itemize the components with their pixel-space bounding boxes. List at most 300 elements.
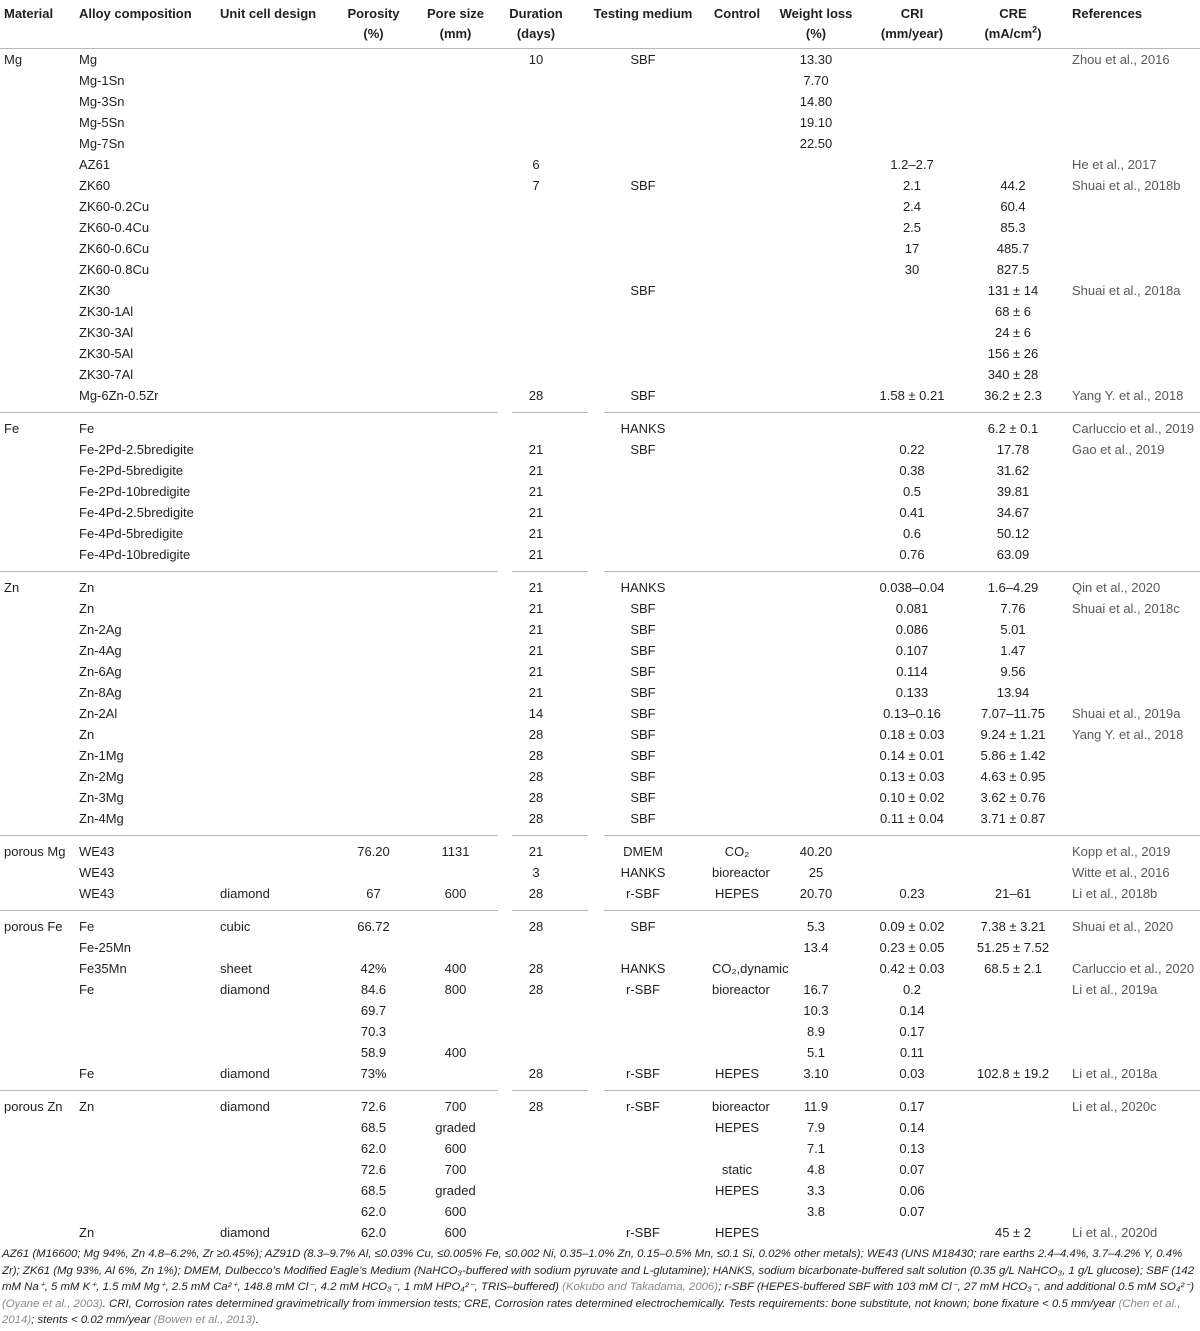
cell-porosity: 72.6 — [360, 1099, 387, 1114]
cell-design — [216, 766, 330, 787]
cell-cre: 102.8 ± 19.2 — [976, 1066, 1050, 1081]
cell-porosity — [330, 301, 417, 322]
cell-pore — [417, 301, 494, 322]
cell-cri: 0.07 — [899, 1162, 925, 1177]
cell-cri: 0.081 — [895, 601, 929, 616]
cell-duration: 28 — [528, 1066, 544, 1081]
cell-weight: 4.8 — [806, 1162, 826, 1177]
cell-duration — [494, 1180, 578, 1201]
group-divider — [512, 835, 588, 836]
cell-pore — [417, 766, 494, 787]
cell-material — [0, 979, 75, 1000]
table-row — [0, 1117, 1200, 1138]
cell-medium: SBF — [630, 601, 656, 616]
cell-design — [216, 661, 330, 682]
cell-refs: Kopp et al., 2019 — [1072, 844, 1171, 859]
cell-material — [0, 682, 75, 703]
cell-alloy: Zn-2Ag — [79, 622, 122, 637]
cell-weight — [766, 196, 866, 217]
cell-cri: 0.23 ± 0.05 — [879, 940, 945, 955]
cell-design — [216, 175, 330, 196]
cell-design — [216, 481, 330, 502]
cell-porosity — [330, 175, 417, 196]
cell-porosity — [330, 70, 417, 91]
cell-porosity — [330, 703, 417, 724]
cell-weight: 7.1 — [806, 1141, 826, 1156]
cell-cre: 51.25 ± 7.52 — [976, 940, 1050, 955]
cell-pore — [417, 937, 494, 958]
cell-design — [216, 364, 330, 385]
cell-weight — [766, 280, 866, 301]
cell-control — [708, 49, 766, 71]
cell-alloy — [75, 1201, 216, 1222]
cell-refs: Shuai et al., 2020 — [1072, 919, 1174, 934]
cell-control — [708, 787, 766, 808]
cell-alloy: Fe-2Pd-5bredigite — [79, 463, 184, 478]
cell-porosity — [330, 937, 417, 958]
cell-cri — [866, 70, 958, 91]
cell-cre: 7.38 ± 3.21 — [980, 919, 1046, 934]
cell-pore — [417, 91, 494, 112]
cell-material — [0, 1117, 75, 1138]
cell-cri: 2.5 — [902, 220, 922, 235]
cell-duration: 28 — [528, 919, 544, 934]
cell-alloy: AZ61 — [79, 157, 111, 172]
cell-material — [0, 523, 75, 544]
cell-pore: graded — [435, 1120, 476, 1135]
cell-alloy: Fe-4Pd-2.5bredigite — [79, 505, 194, 520]
table-row — [0, 481, 1200, 502]
citation-link[interactable]: (Bowen et al., 2013) — [153, 1314, 256, 1327]
table-row — [0, 745, 1200, 766]
cell-refs: Carluccio et al., 2019 — [1072, 421, 1195, 436]
cell-medium — [578, 259, 708, 280]
cell-refs — [1068, 343, 1200, 364]
cell-alloy: WE43 — [79, 844, 115, 859]
header-control: Control — [713, 6, 761, 21]
cell-weight — [766, 154, 866, 175]
citation-link[interactable]: (Oyane et al., 2003) — [2, 1297, 103, 1310]
cell-alloy: ZK60-0.6Cu — [79, 241, 150, 256]
cell-control — [708, 523, 766, 544]
cell-duration: 28 — [528, 769, 544, 784]
table-row — [0, 835, 1200, 862]
cell-design — [216, 322, 330, 343]
citation-link[interactable]: (Chen et al., 2014) — [2, 1297, 1181, 1327]
cell-duration — [494, 196, 578, 217]
cell-medium — [578, 154, 708, 175]
cell-cre: 13.94 — [996, 685, 1030, 700]
cell-design — [216, 1042, 330, 1063]
header-porosity: Porosity (%) — [347, 6, 400, 41]
cell-design — [216, 1180, 330, 1201]
cell-material: porous Fe — [4, 919, 63, 934]
cell-material — [0, 259, 75, 280]
cell-cre — [958, 91, 1068, 112]
cell-medium — [578, 112, 708, 133]
cell-cre: 17.78 — [996, 442, 1030, 457]
cell-duration — [494, 112, 578, 133]
table-header-row — [0, 0, 1200, 49]
cell-duration — [494, 937, 578, 958]
table-row — [0, 910, 1200, 937]
cell-weight — [766, 217, 866, 238]
cell-porosity — [330, 724, 417, 745]
header-references: References — [1072, 6, 1143, 21]
cell-control — [708, 175, 766, 196]
group-divider — [512, 910, 588, 911]
cell-design — [216, 619, 330, 640]
cell-refs — [1068, 544, 1200, 571]
cell-design: diamond — [220, 1099, 270, 1114]
cell-control — [708, 364, 766, 385]
cell-porosity — [330, 460, 417, 481]
cell-pore: 600 — [444, 1141, 467, 1156]
cell-alloy: Zn — [79, 1225, 95, 1240]
cell-control: HEPES — [714, 1183, 760, 1198]
cell-control: bioreactor — [712, 982, 770, 997]
cell-medium — [578, 343, 708, 364]
cell-material — [0, 112, 75, 133]
cell-weight: 22.50 — [799, 136, 833, 151]
cell-alloy: Zn — [79, 580, 95, 595]
cell-control — [708, 385, 766, 412]
header-testing-medium: Testing medium — [593, 6, 693, 21]
cell-alloy — [75, 1159, 216, 1180]
cell-refs — [1068, 1021, 1200, 1042]
cell-weight — [766, 460, 866, 481]
cell-refs — [1068, 481, 1200, 502]
cell-control — [708, 343, 766, 364]
cell-refs — [1068, 745, 1200, 766]
cell-control — [708, 481, 766, 502]
cell-material — [0, 1138, 75, 1159]
cell-porosity — [330, 259, 417, 280]
cell-medium — [578, 460, 708, 481]
cell-control: CO₂ — [724, 844, 750, 859]
table-row — [0, 112, 1200, 133]
cell-weight — [766, 364, 866, 385]
footnote-text: ; stents < 0.02 mm/year — [31, 1314, 154, 1327]
cell-cre — [958, 1138, 1068, 1159]
cell-weight: 3.3 — [806, 1183, 826, 1198]
cell-cre — [958, 862, 1068, 883]
cell-alloy: Mg-3Sn — [79, 94, 125, 109]
cell-refs — [1068, 766, 1200, 787]
cell-porosity — [330, 502, 417, 523]
cell-pore: 400 — [444, 1045, 467, 1060]
group-divider — [0, 412, 498, 413]
cell-medium — [578, 1000, 708, 1021]
cell-cri: 0.18 ± 0.03 — [879, 727, 945, 742]
table-row — [0, 301, 1200, 322]
cell-cre — [958, 979, 1068, 1000]
cell-design — [216, 460, 330, 481]
citation-link[interactable]: (Kokubo and Takadama, 2006) — [562, 1281, 719, 1294]
cell-cre: 24 ± 6 — [994, 325, 1032, 340]
cell-material — [0, 385, 75, 412]
cell-alloy — [75, 1021, 216, 1042]
cell-cri: 0.133 — [895, 685, 929, 700]
cell-control — [708, 322, 766, 343]
cell-porosity: 73% — [360, 1066, 387, 1081]
cell-medium: SBF — [630, 811, 656, 826]
cell-duration — [494, 1000, 578, 1021]
cell-cre: 5.86 ± 1.42 — [980, 748, 1046, 763]
cell-pore: 800 — [444, 982, 467, 997]
cell-control — [708, 1138, 766, 1159]
cell-weight: 40.20 — [799, 844, 833, 859]
cell-medium: HANKS — [620, 865, 666, 880]
cell-refs — [1068, 196, 1200, 217]
table-row — [0, 460, 1200, 481]
cell-cri: 0.17 — [899, 1099, 925, 1114]
cell-design: diamond — [220, 886, 270, 901]
cell-design — [216, 724, 330, 745]
cell-cri: 30 — [904, 262, 920, 277]
cell-alloy: Fe — [79, 421, 95, 436]
cell-cri: 1.2–2.7 — [890, 157, 934, 172]
cell-material — [0, 937, 75, 958]
cell-porosity — [330, 862, 417, 883]
cell-refs — [1068, 217, 1200, 238]
cell-medium — [578, 238, 708, 259]
cell-design — [216, 502, 330, 523]
cell-medium: SBF — [630, 178, 656, 193]
cell-material — [0, 1201, 75, 1222]
cell-porosity — [330, 745, 417, 766]
cell-cri: 0.03 — [899, 1066, 925, 1081]
cell-weight: 3.10 — [803, 1066, 829, 1081]
cell-cri: 0.10 ± 0.02 — [879, 790, 945, 805]
cell-refs: Gao et al., 2019 — [1072, 442, 1165, 457]
cell-control — [708, 133, 766, 154]
cell-medium — [578, 364, 708, 385]
cell-pore — [417, 910, 494, 937]
cell-design — [216, 70, 330, 91]
cell-weight: 13.4 — [803, 940, 829, 955]
cell-pore — [417, 808, 494, 835]
table-row — [0, 571, 1200, 598]
cell-cri — [866, 835, 958, 862]
cell-duration: 21 — [528, 547, 544, 562]
table-row — [0, 1180, 1200, 1201]
cell-alloy: Mg-1Sn — [79, 73, 125, 88]
cell-refs: Li et al., 2018a — [1072, 1066, 1158, 1081]
cell-control — [708, 70, 766, 91]
cell-pore — [417, 133, 494, 154]
cell-weight — [766, 385, 866, 412]
cell-material — [0, 280, 75, 301]
table-row — [0, 217, 1200, 238]
cell-weight — [766, 1222, 866, 1243]
cell-material: Mg — [4, 52, 23, 67]
cell-pore — [417, 385, 494, 412]
cell-medium — [578, 196, 708, 217]
table-row — [0, 1201, 1200, 1222]
table-row — [0, 1138, 1200, 1159]
cell-material — [0, 502, 75, 523]
cell-material — [0, 1159, 75, 1180]
cell-cri: 0.07 — [899, 1204, 925, 1219]
cell-design — [216, 154, 330, 175]
cell-cre — [958, 70, 1068, 91]
cell-control — [708, 280, 766, 301]
cell-pore — [417, 682, 494, 703]
cell-refs: Shuai et al., 2018b — [1072, 178, 1181, 193]
cell-cre: 6.2 ± 0.1 — [987, 421, 1039, 436]
cell-porosity: 70.3 — [360, 1024, 387, 1039]
cell-pore: 700 — [444, 1162, 467, 1177]
cell-design — [216, 682, 330, 703]
cell-alloy: Mg — [79, 52, 98, 67]
table-row — [0, 1159, 1200, 1180]
cell-cri — [866, 322, 958, 343]
group-divider — [0, 571, 498, 572]
cell-alloy: Zn-2Al — [79, 706, 118, 721]
cell-medium — [578, 502, 708, 523]
cell-porosity — [330, 766, 417, 787]
cell-pore: 600 — [444, 1204, 467, 1219]
cell-medium: SBF — [630, 706, 656, 721]
cell-alloy: Fe — [79, 1066, 95, 1081]
cell-design — [216, 217, 330, 238]
cell-porosity: 62.0 — [360, 1204, 387, 1219]
cell-cri: 0.038–0.04 — [879, 580, 945, 595]
cell-alloy: Fe-2Pd-10bredigite — [79, 484, 191, 499]
cell-material — [0, 91, 75, 112]
cell-material — [0, 196, 75, 217]
cell-refs: Qin et al., 2020 — [1072, 580, 1161, 595]
cell-medium — [578, 70, 708, 91]
cell-design — [216, 385, 330, 412]
cell-cre: 68.5 ± 2.1 — [984, 961, 1042, 976]
cell-material — [0, 1180, 75, 1201]
cell-cre — [958, 1021, 1068, 1042]
cell-material — [0, 133, 75, 154]
cell-design: cubic — [220, 919, 251, 934]
cell-refs: Zhou et al., 2016 — [1072, 52, 1170, 67]
table-row — [0, 523, 1200, 544]
cell-material — [0, 1000, 75, 1021]
cell-pore — [417, 619, 494, 640]
cell-medium — [578, 133, 708, 154]
cell-duration: 28 — [528, 961, 544, 976]
cell-control — [708, 544, 766, 571]
cell-control: CO₂,dynamic — [712, 961, 789, 976]
cell-weight: 19.10 — [799, 115, 833, 130]
cell-cri — [866, 301, 958, 322]
cell-weight — [766, 703, 866, 724]
cell-medium: r-SBF — [626, 1066, 660, 1081]
cell-refs — [1068, 1117, 1200, 1138]
cell-porosity — [330, 640, 417, 661]
cell-refs: Yang Y. et al., 2018 — [1072, 388, 1184, 403]
cell-weight — [766, 523, 866, 544]
cell-porosity: 62.0 — [360, 1141, 387, 1156]
cell-medium — [578, 481, 708, 502]
cell-duration: 21 — [528, 844, 544, 859]
cell-alloy: Fe — [79, 982, 95, 997]
cell-design — [216, 1000, 330, 1021]
cell-design: sheet — [220, 961, 252, 976]
cell-porosity — [330, 343, 417, 364]
cell-cri: 0.38 — [899, 463, 925, 478]
cell-porosity: 58.9 — [360, 1045, 387, 1060]
cell-pore — [417, 238, 494, 259]
cell-duration: 21 — [528, 664, 544, 679]
table-row — [0, 91, 1200, 112]
cell-porosity: 68.5 — [360, 1120, 387, 1135]
cell-duration — [494, 217, 578, 238]
cell-alloy — [75, 1042, 216, 1063]
cell-medium — [578, 1159, 708, 1180]
cell-duration — [494, 343, 578, 364]
header-duration: Duration (days) — [509, 6, 563, 41]
cell-cre: 827.5 — [996, 262, 1030, 277]
cell-design — [216, 1021, 330, 1042]
cell-duration: 21 — [528, 601, 544, 616]
cell-medium: r-SBF — [626, 982, 660, 997]
cell-material — [0, 787, 75, 808]
cell-duration: 28 — [528, 388, 544, 403]
cell-alloy — [75, 1138, 216, 1159]
cell-medium: SBF — [630, 685, 656, 700]
footnote-text: ; r-SBF (HEPES-buffered SBF with 103 mM Cl⁻, 27 mM HCO₃⁻, and additional 0.5 mM SO₄²⁻) — [718, 1281, 1194, 1294]
group-divider — [604, 835, 1200, 836]
cell-duration — [494, 1222, 578, 1243]
cell-refs — [1068, 1138, 1200, 1159]
cell-duration — [494, 1201, 578, 1222]
cell-medium — [578, 1201, 708, 1222]
table-row — [0, 766, 1200, 787]
cell-porosity — [330, 544, 417, 571]
cell-porosity: 69.7 — [360, 1003, 387, 1018]
cell-material — [0, 460, 75, 481]
cell-duration: 28 — [528, 748, 544, 763]
cell-cre: 39.81 — [996, 484, 1030, 499]
cell-weight: 10.3 — [803, 1003, 829, 1018]
cell-control — [708, 1042, 766, 1063]
cell-medium: HANKS — [620, 961, 666, 976]
cell-design — [216, 1159, 330, 1180]
cell-control — [708, 571, 766, 598]
cell-cre — [958, 1117, 1068, 1138]
cell-control — [708, 661, 766, 682]
cell-design: diamond — [220, 1225, 270, 1240]
header-pore-size: Pore size (mm) — [426, 6, 485, 41]
cell-cre — [958, 1159, 1068, 1180]
cell-duration: 14 — [528, 706, 544, 721]
cell-weight — [766, 502, 866, 523]
cell-cre: 5.01 — [1000, 622, 1026, 637]
cell-cri: 0.114 — [896, 664, 928, 679]
cell-cre: 21–61 — [994, 886, 1032, 901]
cell-porosity — [330, 808, 417, 835]
cell-alloy: Zn-8Ag — [79, 685, 122, 700]
cell-medium: SBF — [630, 388, 656, 403]
cell-weight: 5.3 — [806, 919, 826, 934]
cell-design — [216, 1201, 330, 1222]
cell-design — [216, 937, 330, 958]
cell-control — [708, 1021, 766, 1042]
cell-alloy: ZK30-7Al — [79, 367, 134, 382]
group-divider — [512, 412, 588, 413]
cell-alloy: Fe35Mn — [79, 961, 127, 976]
cell-duration: 28 — [528, 811, 544, 826]
cell-weight: 13.30 — [799, 52, 833, 67]
cell-design — [216, 862, 330, 883]
